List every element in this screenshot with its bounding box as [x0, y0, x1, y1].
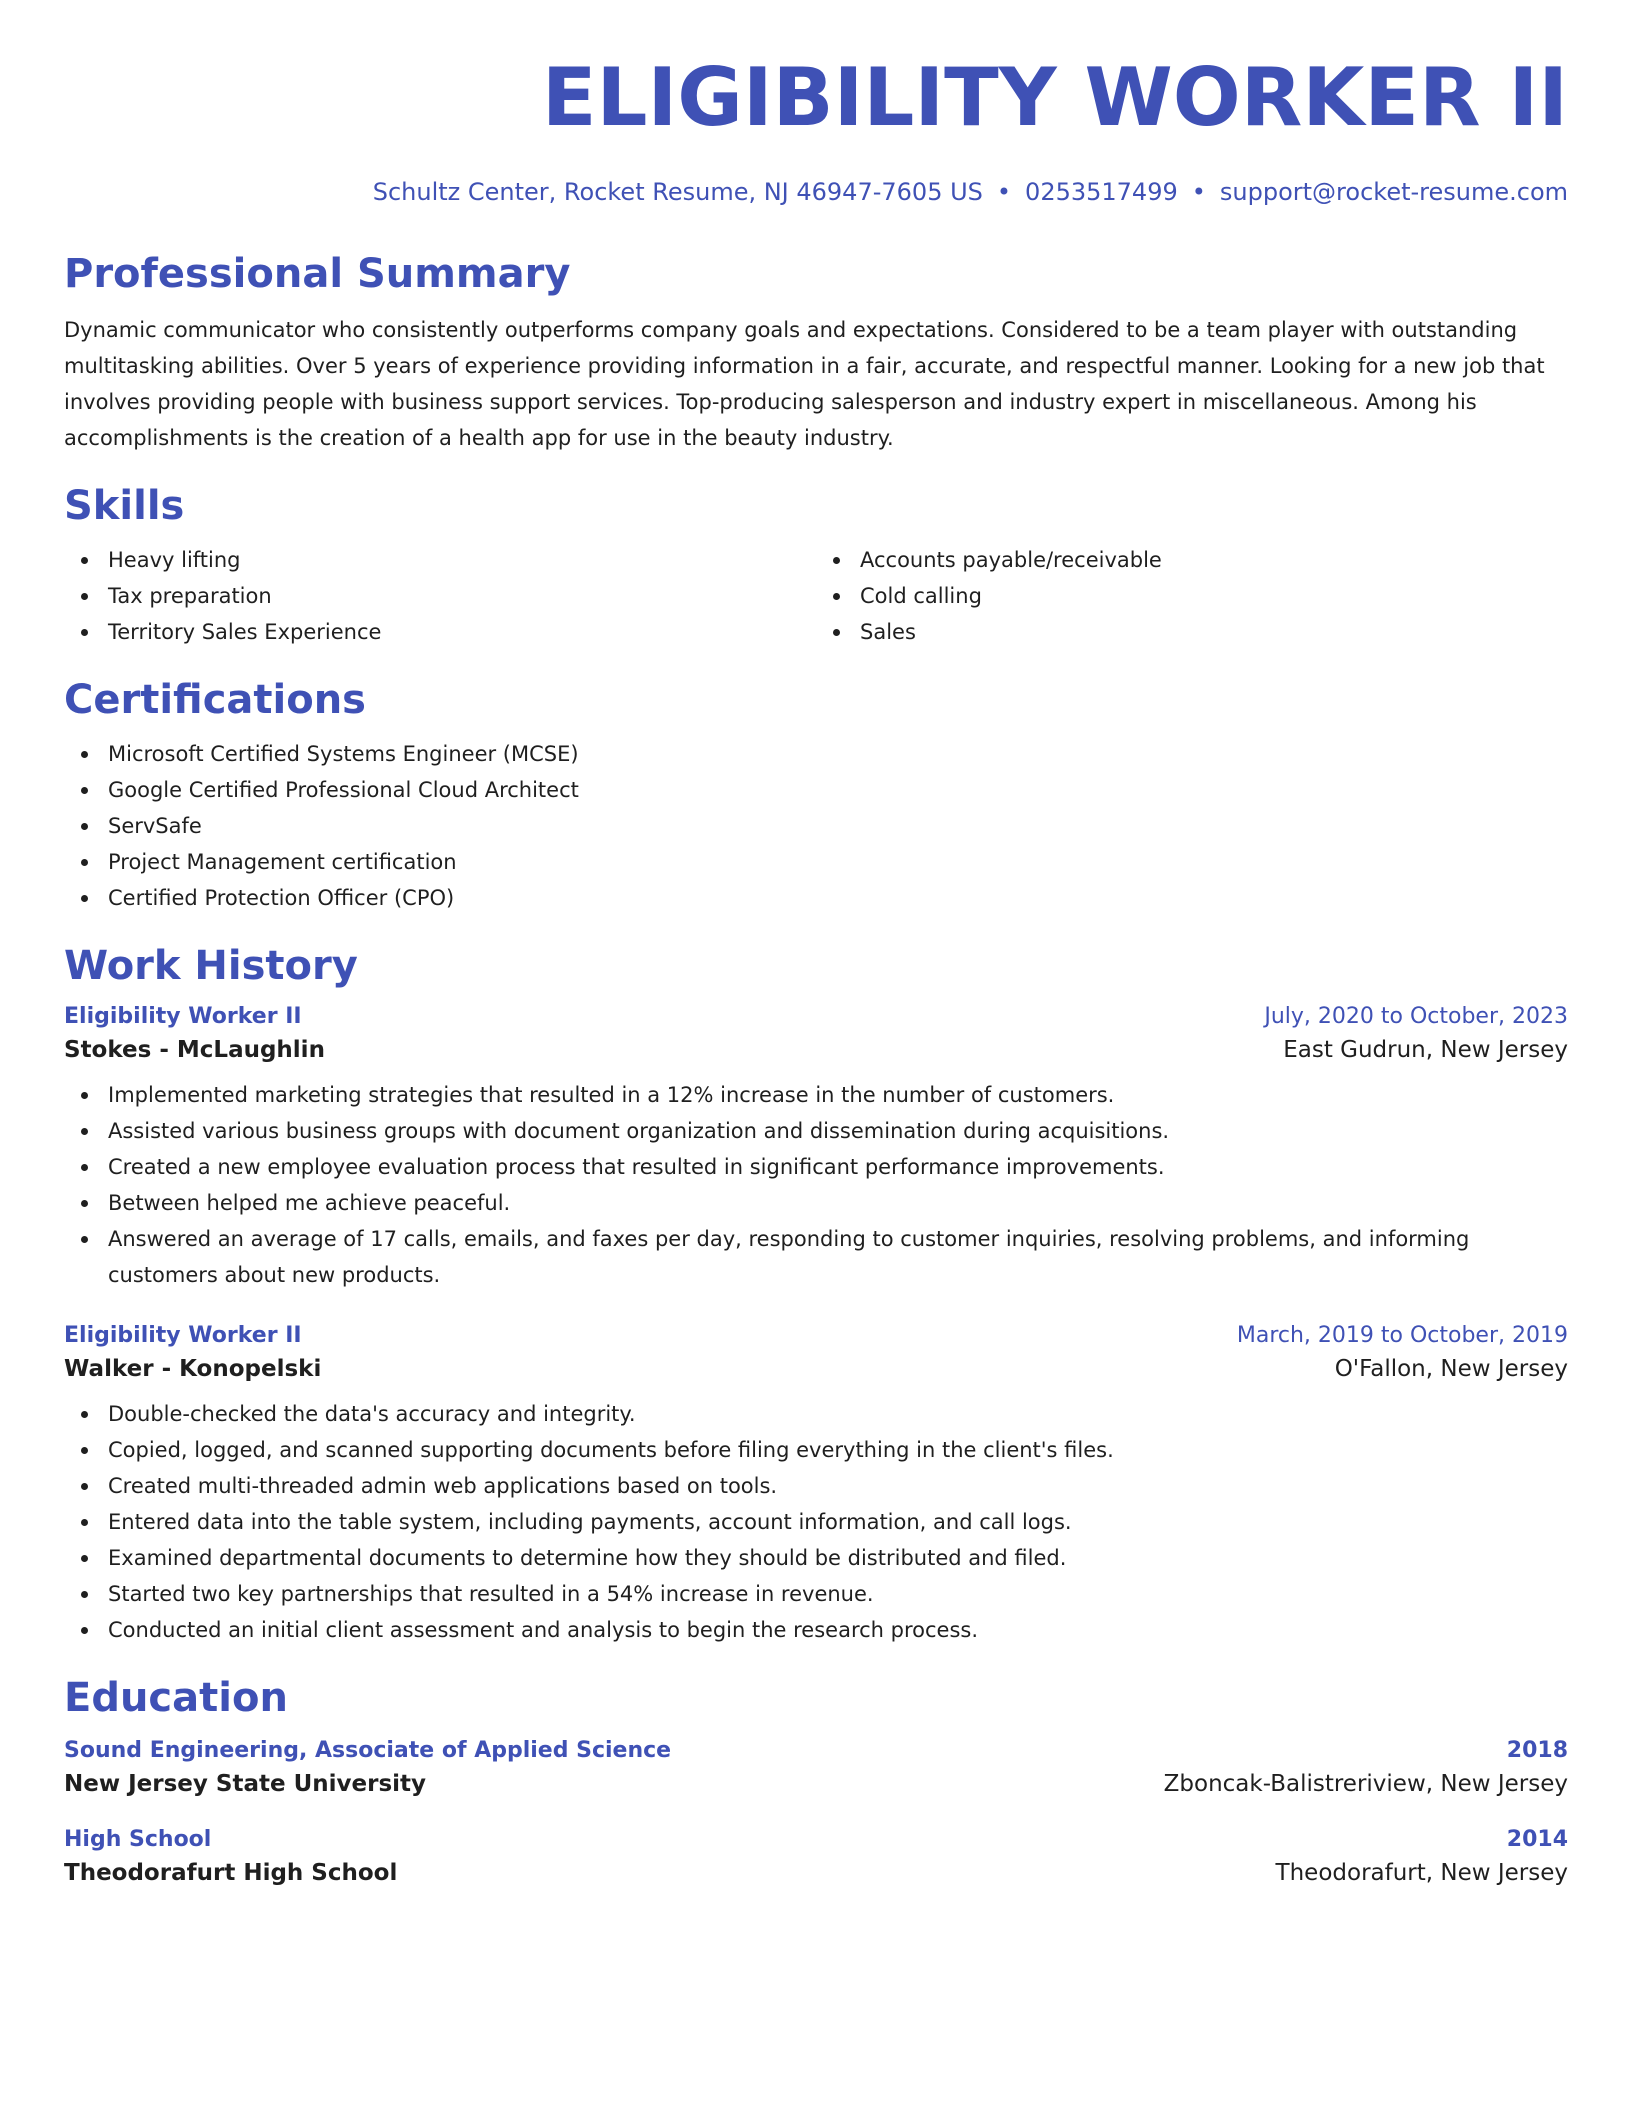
job-dates: March, 2019 to October, 2019: [1236, 1323, 1568, 1348]
education-school: New Jersey State University: [64, 1771, 427, 1797]
certification-item: Google Certified Professional Cloud Architect: [64, 772, 1568, 808]
job-entry: [64, 1004, 1568, 1293]
education-degree: Sound Engineering, Associate of Applied Science: [64, 1738, 672, 1763]
skill-item: Tax preparation: [64, 578, 816, 614]
skills-heading: Skills: [64, 483, 185, 529]
skills-list: [64, 542, 1568, 650]
education-subheader: [64, 1860, 1568, 1886]
job-bullet: Conducted an initial client assessment and analysis to begin the research process.: [64, 1612, 1568, 1648]
education-location: Theodorafurt, New Jersey: [1275, 1860, 1568, 1886]
contact-address: Schultz Center, Rocket Resume, NJ 46947-7605 US: [372, 178, 983, 206]
skill-item: Accounts payable/receivable: [816, 542, 1568, 578]
job-header: [64, 1323, 1568, 1348]
contact-email[interactable]: support@rocket-resume.com: [1219, 178, 1568, 206]
job-location: East Gudrun, New Jersey: [1283, 1037, 1568, 1063]
education-entry: [64, 1738, 1568, 1797]
job-entry: [64, 1323, 1568, 1648]
education-entry: [64, 1827, 1568, 1886]
summary-heading: Professional Summary: [64, 251, 571, 297]
job-bullet: Assisted various business groups with document organization and dissemination during acquisitions.: [64, 1113, 1568, 1149]
job-company: Walker - Konopelski: [64, 1356, 322, 1382]
job-bullet: Answered an average of 17 calls, emails, and faxes per day, responding to customer inquiries, resolving problems, and informing customers about new products.: [64, 1221, 1568, 1293]
job-bullet: Implemented marketing strategies that resulted in a 12% increase in the number of customers.: [64, 1077, 1568, 1113]
job-title: Eligibility Worker II: [64, 1004, 302, 1029]
job-header: [64, 1004, 1568, 1029]
education-header: [64, 1827, 1568, 1852]
summary-text: Dynamic communicator who consistently outperforms company goals and expectations. Considered to be a team player with outstanding multitasking abilities. Over 5 years of experience providing information in a fair, accurate, and respectful manner. Looking for a new job that involves providing people with business support services. Top-producing salesperson and industry expert in miscellaneous. Among his accomplishments is the creation of a health app for use in the beauty industry.: [64, 318, 1545, 450]
skills-column-left: [64, 542, 816, 650]
certifications-heading: Certifications: [64, 677, 366, 723]
education-subheader: [64, 1771, 1568, 1797]
job-bullet: Entered data into the table system, including payments, account information, and call logs.: [64, 1504, 1568, 1540]
job-bullets: [64, 1077, 1568, 1293]
skill-item: Heavy lifting: [64, 542, 816, 578]
skill-item: Cold calling: [816, 578, 1568, 614]
education-location: Zboncak-Balistreriview, New Jersey: [1163, 1771, 1568, 1797]
resume-title: ELIGIBILITY WORKER II: [541, 51, 1568, 144]
education-header: [64, 1738, 1568, 1763]
education-school: Theodorafurt High School: [64, 1860, 398, 1886]
education-year: 2018: [1506, 1738, 1568, 1763]
contact-separator: •: [1191, 178, 1206, 206]
job-subheader: [64, 1037, 1568, 1063]
job-bullet: Started two key partnerships that resulted in a 54% increase in revenue.: [64, 1576, 1568, 1612]
education-degree: High School: [64, 1827, 212, 1852]
job-company: Stokes - McLaughlin: [64, 1037, 325, 1063]
certification-item: Microsoft Certified Systems Engineer (MCSE): [64, 736, 1568, 772]
contact-separator: •: [996, 178, 1012, 206]
job-title: Eligibility Worker II: [64, 1323, 302, 1348]
skills-column-right: [816, 542, 1568, 650]
contact-line: [64, 178, 1568, 206]
job-bullet: Double-checked the data's accuracy and integrity.: [64, 1396, 1568, 1432]
skill-item: Territory Sales Experience: [64, 614, 816, 650]
job-dates: July, 2020 to October, 2023: [1264, 1004, 1568, 1029]
job-bullet: Created a new employee evaluation process that resulted in significant performance improvements.: [64, 1149, 1568, 1185]
job-bullet: Examined departmental documents to determine how they should be distributed and filed.: [64, 1540, 1568, 1576]
job-bullets: [64, 1396, 1568, 1648]
certification-item: Project Management certification: [64, 844, 1568, 880]
work-history-heading: Work History: [64, 943, 358, 989]
certification-item: Certified Protection Officer (CPO): [64, 880, 1568, 916]
contact-phone: 0253517499: [1025, 178, 1178, 206]
job-bullet: Created multi-threaded admin web applications based on tools.: [64, 1468, 1568, 1504]
job-bullet: Between helped me achieve peaceful.: [64, 1185, 1568, 1221]
education-heading: Education: [64, 1675, 288, 1721]
skill-item: Sales: [816, 614, 1568, 650]
certifications-list: [64, 736, 1568, 916]
job-subheader: [64, 1356, 1568, 1382]
certification-item: ServSafe: [64, 808, 1568, 844]
job-bullet: Copied, logged, and scanned supporting documents before filing everything in the client's files.: [64, 1432, 1568, 1468]
job-location: O'Fallon, New Jersey: [1334, 1356, 1568, 1382]
education-year: 2014: [1506, 1827, 1568, 1852]
